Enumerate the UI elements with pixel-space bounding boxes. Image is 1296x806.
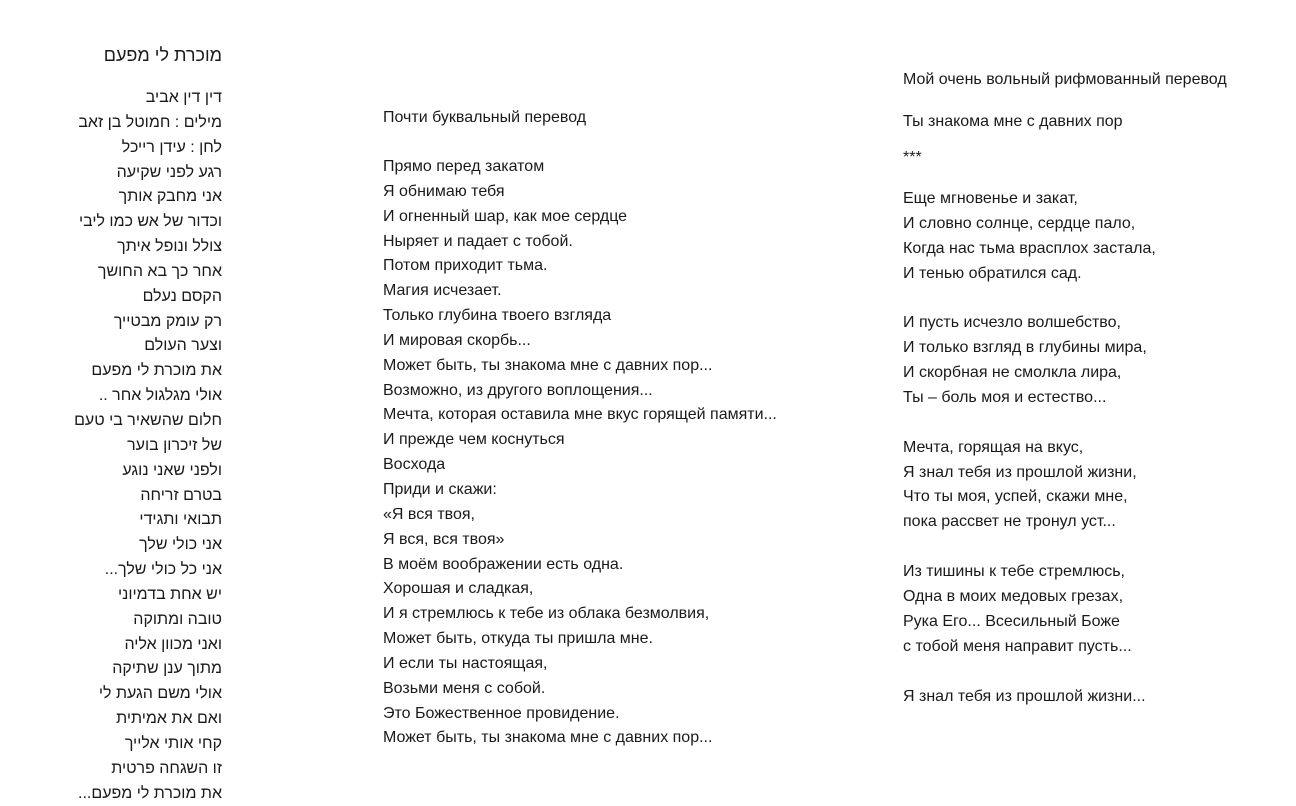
rhymed-line: Одна в моих медовых грезах, <box>903 587 1124 605</box>
rhymed-line: Рука Его... Всесильный Боже <box>903 612 1120 630</box>
rhymed-line: И пусть исчезло волшебство, <box>903 314 1121 332</box>
literal-line: И я стремлюсь к тебе из облака безмолвия, <box>383 605 710 623</box>
literal-line: Может быть, ты знакома мне с давних пор... <box>383 729 713 747</box>
literal-line: Потом приходит тьма. <box>383 257 548 275</box>
hebrew-line: קחי אותי אלייך <box>124 734 222 752</box>
rhymed-line: пока рассвет не тронул уст... <box>903 513 1116 531</box>
literal-line: Я обнимаю тебя <box>383 182 505 200</box>
hebrew-line: אחר כך בא החושך <box>97 262 222 280</box>
rhymed-line: Что ты моя, успей, скажи мне, <box>903 488 1128 506</box>
rhymed-line: с тобой меня направит пусть... <box>903 637 1132 655</box>
hebrew-line: חלום שהשאיר בי טעם <box>74 411 222 429</box>
rhymed-translation-title: Ты знакома мне с давних пор <box>903 113 1123 130</box>
hebrew-line: אני כל כולי שלך... <box>104 561 222 579</box>
hebrew-line: אולי משם הגעת לי <box>98 685 222 703</box>
stanza <box>903 311 1227 410</box>
hebrew-song-title: מוכרת לי מפעם <box>103 45 222 65</box>
hebrew-line: רגע לפני שקיעה <box>116 163 222 181</box>
hebrew-line: יש אחת בדמיוני <box>117 585 222 603</box>
stanza <box>903 560 1227 659</box>
hebrew-line: את מוכרת לי מפעם... <box>78 784 222 802</box>
hebrew-line: דין דין אביב <box>145 89 222 106</box>
literal-line: Хорошая и сладкая, <box>383 580 534 598</box>
hebrew-lyrics <box>0 86 222 806</box>
hebrew-line: אולי מגלגול אחר .. <box>98 387 222 405</box>
rhymed-line: И только взгляд в глубины мира, <box>903 339 1147 357</box>
literal-translation-heading: Почти буквальный перевод <box>383 109 587 126</box>
literal-line: Восхода <box>383 456 446 474</box>
hebrew-line: וצער העולם <box>144 337 222 355</box>
section-separator: *** <box>903 149 922 166</box>
literal-line: И прежде чем коснуться <box>383 431 565 449</box>
hebrew-line: מילים : חמוטל בן זאב <box>78 113 222 131</box>
stanza <box>903 685 1227 710</box>
literal-line: Мечта, которая оставила мне вкус горящей памяти... <box>383 406 777 424</box>
literal-line: Только глубина твоего взгляда <box>383 307 612 325</box>
hebrew-line: רק עומק מבטייך <box>113 312 222 330</box>
rhymed-line: Мечта, горящая на вкус, <box>903 438 1084 456</box>
hebrew-line: אני מחבק אותך <box>118 188 222 206</box>
literal-line: Я вся, вся твоя» <box>383 530 505 548</box>
literal-line: «Я вся твоя, <box>383 505 475 523</box>
stanza <box>903 436 1227 535</box>
rhymed-line: Я знал тебя из прошлой жизни, <box>903 463 1137 481</box>
literal-translation-lines <box>383 155 777 751</box>
rhymed-line: Когда нас тьма врасплох застала, <box>903 239 1156 257</box>
rhymed-translation-heading: Мой очень вольный рифмованный перевод <box>903 71 1227 88</box>
literal-line: Приди и скажи: <box>383 480 497 498</box>
hebrew-line: טובה ומתוקה <box>133 610 222 628</box>
rhymed-line: Ты – боль моя и естество... <box>903 388 1107 406</box>
stanza <box>903 187 1227 286</box>
hebrew-line: בטרם זריחה <box>140 486 222 504</box>
literal-line: Возьми меня с собой. <box>383 679 546 697</box>
rhymed-line: И словно солнце, сердце пало, <box>903 214 1136 232</box>
literal-line: Ныряет и падает с тобой. <box>383 232 573 250</box>
hebrew-line: תבואי ותגידי <box>139 511 222 529</box>
hebrew-line: מתוך ענן שתיקה <box>112 660 222 678</box>
literal-line: Прямо перед закатом <box>383 158 545 175</box>
literal-line: Это Божественное провидение. <box>383 704 620 722</box>
rhymed-line: Еще мгновенье и закат, <box>903 190 1078 207</box>
hebrew-line: לחן : עידן רייכל <box>121 138 222 156</box>
hebrew-line: הקסם נעלם <box>142 287 222 305</box>
hebrew-line: וכדור של אש כמו ליבי <box>78 213 222 231</box>
literal-line: И если ты настоящая, <box>383 654 548 672</box>
rhymed-line: И скорбная не смолкла лира, <box>903 364 1122 382</box>
literal-line: Может быть, откуда ты пришла мне. <box>383 630 653 648</box>
hebrew-line: את מוכרת לי מפעם <box>91 362 222 380</box>
hebrew-line: זו השגחה פרטית <box>111 759 222 777</box>
literal-line: И огненный шар, как мое сердце <box>383 207 628 225</box>
literal-line: Может быть, ты знакома мне с давних пор... <box>383 356 713 374</box>
rhymed-translation-column <box>903 67 1227 734</box>
literal-line: Магия исчезает. <box>383 282 502 300</box>
rhymed-line: Я знал тебя из прошлой жизни... <box>903 687 1146 705</box>
hebrew-line: ואני מכוון אליה <box>124 635 222 653</box>
hebrew-line: אני כולי שלך <box>139 536 222 554</box>
hebrew-line: ולפני שאני נוגע <box>122 461 222 479</box>
literal-translation-column <box>383 106 777 751</box>
hebrew-column <box>0 40 222 806</box>
hebrew-line: של זיכרון בוער <box>127 436 222 454</box>
literal-line: В моём воображении есть одна. <box>383 555 624 573</box>
hebrew-line: ואם את אמיתית <box>116 710 222 728</box>
literal-line: Возможно, из другого воплощения... <box>383 381 653 399</box>
rhymed-line: Из тишины к тебе стремлюсь, <box>903 563 1125 581</box>
hebrew-line: צולל ונופל איתך <box>117 238 222 256</box>
literal-line: И мировая скорбь... <box>383 331 531 349</box>
rhymed-line: И тенью обратился сад. <box>903 264 1082 282</box>
